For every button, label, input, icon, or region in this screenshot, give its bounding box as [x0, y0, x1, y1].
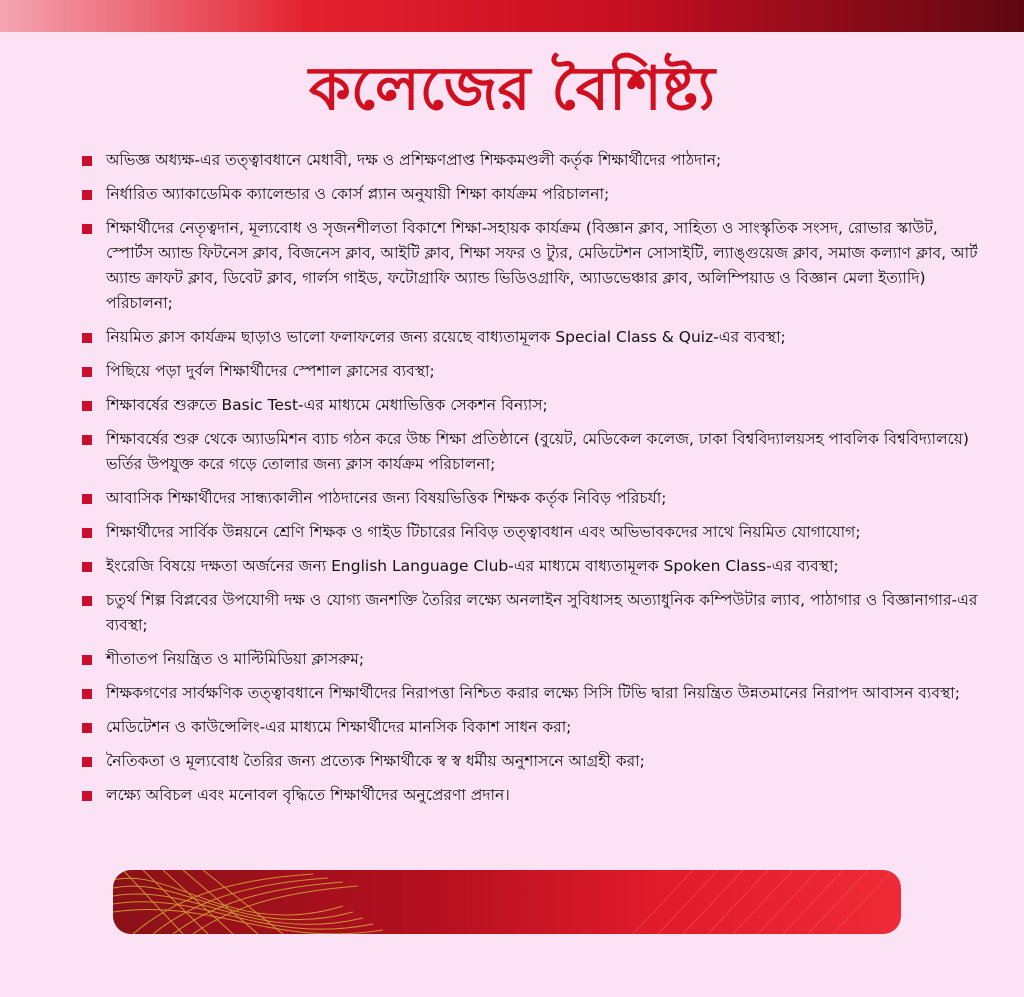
list-item-text: অভিজ্ঞ অধ্যক্ষ-এর তত্ত্বাবধানে মেধাবী, দক্ষ ও প্রশিক্ষণপ্রাপ্ত শিক্ষকমণ্ডলী কর্তৃক শিক্ষার্থীদের পাঠদান; — [106, 151, 722, 169]
list-item — [78, 681, 988, 706]
square-bullet-icon — [82, 190, 92, 200]
feature-list — [78, 148, 988, 817]
square-bullet-icon — [82, 435, 92, 445]
list-item — [78, 325, 988, 350]
square-bullet-icon — [82, 689, 92, 699]
list-item — [78, 148, 988, 173]
list-item-text: শিক্ষকগণের সার্বক্ষণিক তত্ত্বাবধানে শিক্ষার্থীদের নিরাপত্তা নিশ্চিত করার লক্ষ্যে সিসি টিভি দ্বারা নিয়ন্ত্রিত উন্নতমানের নিরাপদ আবাসন ব্যবস্থা; — [106, 684, 960, 702]
square-bullet-icon — [82, 596, 92, 606]
square-bullet-icon — [82, 494, 92, 504]
list-item-text: শিক্ষাবর্ষের শুরুতে Basic Test-এর মাধ্যমে মেধাভিত্তিক সেকশন বিন্যাস; — [106, 396, 548, 414]
list-item-text: চতুর্থ শিল্প বিপ্লবের উপযোগী দক্ষ ও যোগ্য জনশক্তি তৈরির লক্ষ্যে অনলাইন সুবিধাসহ অত্যাধুনিক কম্পিউটার ল্যাব, পাঠাগার ও বিজ্ঞানাগার-এর ব্যবস্থা; — [106, 591, 978, 634]
list-item-text: নিয়মিত ক্লাস কার্যক্রম ছাড়াও ভালো ফলাফলের জন্য রয়েছে বাধ্যতামূলক Special Class & Quiz-এর ব্যবস্থা; — [106, 328, 786, 346]
square-bullet-icon — [82, 224, 92, 234]
list-item — [78, 427, 988, 477]
list-item-text: ইংরেজি বিষয়ে দক্ষতা অর্জনের জন্য English Language Club-এর মাধ্যমে বাধ্যতামূলক Spoken Class-এর ব্যবস্থা; — [106, 557, 839, 575]
list-item-text: মেডিটেশন ও কাউন্সেলিং-এর মাধ্যমে শিক্ষার্থীদের মানসিক বিকাশ সাধন করা; — [106, 718, 572, 736]
square-bullet-icon — [82, 156, 92, 166]
list-item — [78, 554, 988, 579]
bottom-decorative-band — [113, 870, 901, 934]
square-bullet-icon — [82, 757, 92, 767]
square-bullet-icon — [82, 655, 92, 665]
list-item-text: আবাসিক শিক্ষার্থীদের সান্ধ্যকালীন পাঠদানের জন্য বিষয়ভিত্তিক শিক্ষক কর্তৃক নিবিড় পরিচর্যা; — [106, 489, 667, 507]
list-item — [78, 520, 988, 545]
square-bullet-icon — [82, 401, 92, 411]
page-title: কলেজের বৈশিষ্ট্য — [308, 54, 716, 124]
square-bullet-icon — [82, 562, 92, 572]
list-item — [78, 216, 988, 316]
gold-wave-lines-decoration — [113, 870, 901, 934]
top-decorative-band — [0, 0, 1024, 32]
square-bullet-icon — [82, 723, 92, 733]
list-item-text: শীতাতপ নিয়ন্ত্রিত ও মাল্টিমিডিয়া ক্লাসরুম; — [106, 650, 365, 668]
square-bullet-icon — [82, 367, 92, 377]
list-item-text: পিছিয়ে পড়া দুর্বল শিক্ষার্থীদের স্পেশাল ক্লাসের ব্যবস্থা; — [106, 362, 435, 380]
list-item — [78, 588, 988, 638]
list-item-text: শিক্ষাবর্ষের শুরু থেকে অ্যাডমিশন ব্যাচ গঠন করে উচ্চ শিক্ষা প্রতিষ্ঠানে (বুয়েট, মেডিকেল কলেজ, ঢাকা বিশ্ববিদ্যালয়সহ পাবলিক বিশ্ববিদ্যালয়ে) ভর্তির উপযুক্ত করে গড়ে তোলার জন্য ক্লাস কার্যক্রম পরিচালনা; — [106, 430, 969, 473]
square-bullet-icon — [82, 791, 92, 801]
square-bullet-icon — [82, 528, 92, 538]
list-item — [78, 749, 988, 774]
list-item-text: লক্ষ্যে অবিচল এবং মনোবল বৃদ্ধিতে শিক্ষার্থীদের অনুপ্রেরণা প্রদান। — [106, 786, 510, 804]
list-item-text: শিক্ষার্থীদের নেতৃত্বদান, মূল্যবোধ ও সৃজনশীলতা বিকাশে শিক্ষা-সহায়ক কার্যক্রম (বিজ্ঞান ক্লাব, সাহিত্য ও সাংস্কৃতিক সংসদ, রোভার স্কাউট, স্পোর্টস অ্যান্ড ফিটনেস ক্লাব, বিজনেস ক্লাব, আইটি ক্লাব, শিক্ষা সফর ও ট্যুর, মেডিটেশন সোসাইটি, ল্যাঙ্গুয়েজ ক্লাব, সমাজ কল্যাণ ক্লাব, আর্ট অ্যান্ড ক্রাফট ক্লাব, ডিবেট ক্লাব, গার্লস গাইড, ফটোগ্রাফি অ্যান্ড ভিডিওগ্রাফি, অ্যাডভেঞ্চার ক্লাব, অলিম্পিয়াড ও বিজ্ঞান মেলা ইত্যাদি) পরিচালনা; — [106, 219, 978, 312]
list-item — [78, 393, 988, 418]
list-item — [78, 783, 988, 808]
list-item — [78, 647, 988, 672]
list-item — [78, 359, 988, 384]
list-item-text: নির্ধারিত অ্যাকাডেমিক ক্যালেন্ডার ও কোর্স প্ল্যান অনুযায়ী শিক্ষা কার্যক্রম পরিচালনা; — [106, 185, 610, 203]
list-item — [78, 486, 988, 511]
list-item-text: নৈতিকতা ও মূল্যবোধ তৈরির জন্য প্রত্যেক শিক্ষার্থীকে স্ব স্ব ধর্মীয় অনুশাসনে আগ্রহী করা; — [106, 752, 645, 770]
list-item — [78, 182, 988, 207]
list-item — [78, 715, 988, 740]
square-bullet-icon — [82, 333, 92, 343]
list-item-text: শিক্ষার্থীদের সার্বিক উন্নয়নে শ্রেণি শিক্ষক ও গাইড টিচারের নিবিড় তত্ত্বাবধান এবং অভিভাবকদের সাথে নিয়মিত যোগাযোগ; — [106, 523, 861, 541]
